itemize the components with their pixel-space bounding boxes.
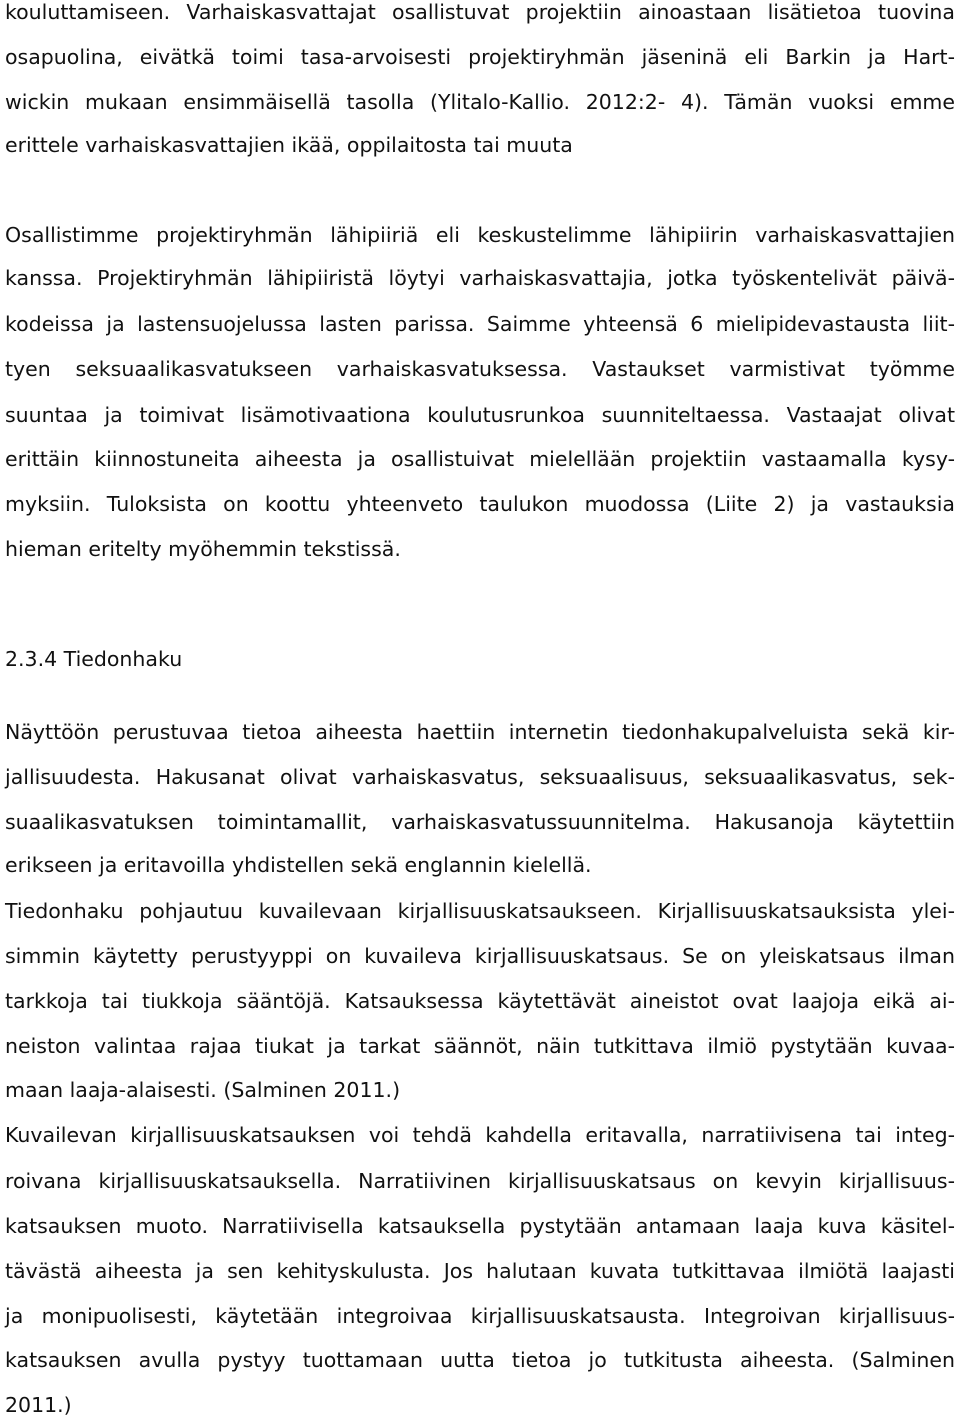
paragraph-line: tyen seksuaalikasvatukseen varhaiskasvatuksessa. Vastaukset varmistivat työmme	[5, 357, 955, 381]
paragraph-line: erittele varhaiskasvattajien ikää, oppilaitosta tai muuta	[5, 133, 573, 157]
paragraph-line: Näyttöön perustuvaa tietoa aiheesta haettiin internetin tiedonhakupalveluista sekä kir-	[5, 720, 955, 744]
section-heading: 2.3.4 Tiedonhaku	[5, 647, 183, 671]
paragraph-line: osapuolina, eivätkä toimi tasa-arvoisesti projektiryhmän jäseninä eli Barkin ja Hart-	[5, 45, 955, 69]
paragraph-line: wickin mukaan ensimmäisellä tasolla (Ylitalo-Kallio. 2012:2- 4). Tämän vuoksi emme	[5, 90, 955, 114]
paragraph-line: maan laaja-alaisesti. (Salminen 2011.)	[5, 1078, 401, 1102]
paragraph-line: Osallistimme projektiryhmän lähipiiriä eli keskustelimme lähipiirin varhaiskasvattajien	[5, 223, 955, 247]
paragraph-line: erittäin kiinnostuneita aiheesta ja osallistuivat mielellään projektiin vastaamalla kysy-	[5, 447, 955, 471]
paragraph-line: myksiin. Tuloksista on koottu yhteenveto taulukon muodossa (Liite 2) ja vastauksia	[5, 492, 955, 516]
paragraph-line: tävästä aiheesta ja sen kehityskulusta. Jos halutaan kuvata tutkittavaa ilmiötä laajasti	[5, 1259, 955, 1283]
paragraph-line: katsauksen avulla pystyy tuottamaan uutta tietoa jo tutkitusta aiheesta. (Salminen	[5, 1348, 955, 1372]
paragraph-line: kodeissa ja lastensuojelussa lasten parissa. Saimme yhteensä 6 mielipidevastausta liit-	[5, 312, 955, 336]
paragraph-line: jallisuudesta. Hakusanat olivat varhaiskasvatus, seksuaalisuus, seksuaalikasvatus, sek-	[5, 765, 955, 789]
paragraph-line: ja monipuolisesti, käytetään integroivaa kirjallisuuskatsausta. Integroivan kirjallisuus-	[5, 1304, 955, 1328]
paragraph-line: kanssa. Projektiryhmän lähipiiristä löytyi varhaiskasvattajia, jotka työskentelivät päivä-	[5, 266, 955, 290]
paragraph-line: simmin käytetty perustyyppi on kuvaileva kirjallisuuskatsaus. Se on yleiskatsaus ilman	[5, 944, 955, 968]
paragraph-line: tarkkoja tai tiukkoja sääntöjä. Katsauksessa käytettävät aineistot ovat laajoja eikä ai-	[5, 989, 955, 1013]
paragraph-line: katsauksen muoto. Narratiivisella katsauksella pystytään antamaan laaja kuva käsitel-	[5, 1214, 955, 1238]
paragraph-line: neiston valintaa rajaa tiukat ja tarkat säännöt, näin tutkittava ilmiö pystytään kuvaa-	[5, 1034, 955, 1058]
paragraph-line: Tiedonhaku pohjautuu kuvailevaan kirjallisuuskatsaukseen. Kirjallisuuskatsauksista ylei-	[5, 899, 955, 923]
paragraph-line: Kuvailevan kirjallisuuskatsauksen voi tehdä kahdella eritavalla, narratiivisena tai integ-	[5, 1123, 955, 1147]
paragraph-line: erikseen ja eritavoilla yhdistellen sekä englannin kielellä.	[5, 853, 592, 877]
paragraph-line: 2011.)	[5, 1393, 72, 1417]
paragraph-line: roivana kirjallisuuskatsauksella. Narratiivinen kirjallisuuskatsaus on kevyin kirjallisuus-	[5, 1169, 955, 1193]
paragraph-line: suaalikasvatuksen toimintamallit, varhaiskasvatussuunnitelma. Hakusanoja käytettiin	[5, 810, 955, 834]
paragraph-line: hieman eritelty myöhemmin tekstissä.	[5, 537, 401, 561]
paragraph-line: suuntaa ja toimivat lisämotivaationa koulutusrunkoa suunniteltaessa. Vastaajat olivat	[5, 403, 955, 427]
paragraph-line: kouluttamiseen. Varhaiskasvattajat osallistuvat projektiin ainoastaan lisätietoa tuovina	[5, 0, 955, 24]
